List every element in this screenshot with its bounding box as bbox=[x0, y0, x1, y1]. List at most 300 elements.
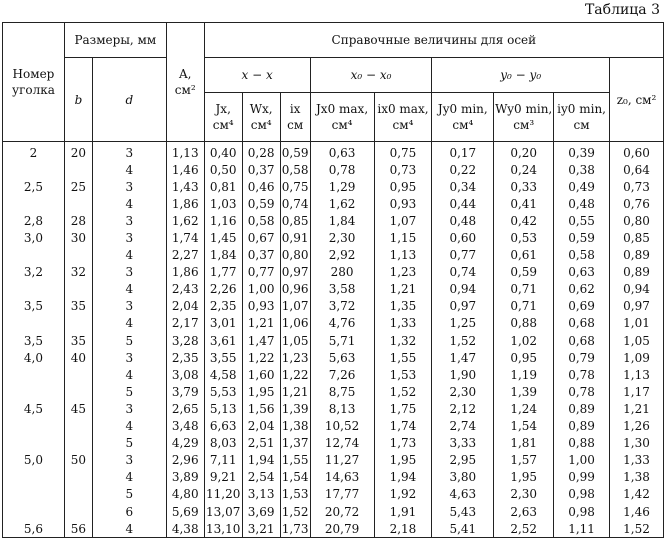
header-jy0min: Jy0 min, см⁴ bbox=[432, 93, 494, 142]
table-cell: 1,00 bbox=[242, 281, 280, 298]
table-cell bbox=[3, 161, 65, 178]
table-cell: 1,01 bbox=[610, 315, 664, 332]
table-cell: 56 bbox=[64, 520, 92, 538]
table-row bbox=[3, 264, 664, 281]
table-cell: 0,80 bbox=[281, 248, 309, 263]
table-cell: 1,00 bbox=[554, 452, 610, 469]
table-cell: 3,58 bbox=[310, 281, 374, 298]
table-row bbox=[3, 418, 664, 435]
table-cell: 1,30 bbox=[610, 435, 664, 452]
table-row bbox=[3, 503, 664, 520]
table-cell: 1,35 bbox=[374, 298, 432, 315]
table-cell: 8,03 bbox=[204, 435, 242, 452]
table-cell: 1,52 bbox=[281, 504, 309, 519]
table-cell bbox=[64, 383, 92, 400]
table-cell: 5,53 bbox=[204, 383, 242, 400]
table-cell: 10,52 bbox=[310, 418, 374, 435]
table-cell bbox=[64, 161, 92, 178]
table-cell: 4,5 bbox=[3, 400, 65, 417]
table-cell bbox=[64, 469, 92, 486]
table-cell: 0,71 bbox=[494, 298, 554, 315]
table-cell: 0,62 bbox=[554, 281, 610, 298]
table-cell: 1,95 bbox=[242, 383, 280, 400]
table-cell: 0,38 bbox=[554, 161, 610, 178]
header-wy0min: Wy0 min, см³ bbox=[494, 93, 554, 142]
table-cell bbox=[3, 366, 65, 383]
table-cell: 2,92 bbox=[310, 247, 374, 264]
table-cell: 1,22 bbox=[281, 367, 309, 382]
table-cell: 5 bbox=[92, 332, 166, 349]
table-row bbox=[3, 520, 664, 538]
table-cell: 3,79 bbox=[166, 383, 204, 400]
table-cell: 1,33 bbox=[610, 452, 664, 469]
table-cell: 0,98 bbox=[554, 503, 610, 520]
table-cell: 0,67 bbox=[242, 229, 280, 246]
table-cell: 0,78 bbox=[554, 366, 610, 383]
table-cell bbox=[3, 503, 65, 520]
table-cell: 0,97 bbox=[281, 265, 309, 280]
table-cell: 2,27 bbox=[166, 247, 204, 264]
table-cell: 0,58 bbox=[242, 212, 280, 229]
table-row bbox=[3, 383, 664, 400]
table-cell: 1,19 bbox=[494, 366, 554, 383]
table-cell: 1,21 bbox=[281, 384, 309, 399]
table-cell: 1,13 bbox=[610, 366, 664, 383]
table-cell: 2,30 bbox=[494, 486, 554, 503]
table-row bbox=[3, 332, 664, 349]
table-cell: 13,07 bbox=[206, 504, 241, 519]
table-cell: 0,88 bbox=[494, 315, 554, 332]
table-cell: 0,88 bbox=[554, 435, 610, 452]
table-cell: 0,89 bbox=[554, 418, 610, 435]
table-cell: 4,63 bbox=[432, 486, 494, 503]
table-cell: 5,41 bbox=[432, 520, 494, 538]
table-cell: 3 bbox=[92, 212, 166, 229]
table-cell: 1,77 bbox=[204, 264, 242, 281]
table-cell: 1,37 bbox=[281, 436, 309, 451]
table-row bbox=[3, 486, 664, 503]
table-cell: 3,13 bbox=[242, 486, 280, 503]
table-cell: 1,39 bbox=[494, 383, 554, 400]
table-cell: 1,53 bbox=[374, 366, 432, 383]
table-cell: 2,35 bbox=[204, 298, 242, 315]
table-cell: 0,41 bbox=[494, 195, 554, 212]
table-cell: 3,08 bbox=[166, 366, 204, 383]
table-cell: 1,52 bbox=[432, 332, 494, 349]
table-cell: 0,78 bbox=[554, 383, 610, 400]
table-cell: 1,54 bbox=[494, 418, 554, 435]
table-row bbox=[3, 212, 664, 229]
header-jx0max: Jx0 max, см⁴ bbox=[310, 93, 374, 142]
table-cell: 30 bbox=[64, 229, 92, 246]
table-cell: 0,39 bbox=[554, 142, 610, 162]
header-b: b bbox=[64, 58, 92, 142]
table-cell: 4 bbox=[92, 366, 166, 383]
table-cell: 0,94 bbox=[432, 281, 494, 298]
table-cell: 2,17 bbox=[166, 315, 204, 332]
table-cell: 1,05 bbox=[610, 332, 664, 349]
table-cell: 3,5 bbox=[3, 298, 65, 315]
table-cell: 2,30 bbox=[310, 229, 374, 246]
table-cell: 3,2 bbox=[3, 264, 65, 281]
table-cell: 0,55 bbox=[554, 212, 610, 229]
table-cell: 4,0 bbox=[3, 349, 65, 366]
table-cell: 2,8 bbox=[3, 212, 65, 229]
table-cell: 1,21 bbox=[374, 281, 432, 298]
table-cell: 0,60 bbox=[610, 142, 664, 162]
header-area: A, см² bbox=[166, 23, 204, 142]
table-cell: 1,55 bbox=[281, 453, 309, 468]
table-cell: 0,63 bbox=[310, 142, 374, 162]
table-cell: 1,32 bbox=[374, 332, 432, 349]
table-cell: 2,43 bbox=[166, 281, 204, 298]
table-cell: 0,24 bbox=[494, 161, 554, 178]
table-cell: 0,73 bbox=[610, 178, 664, 195]
table-cell: 1,43 bbox=[166, 178, 204, 195]
table-cell: 2,63 bbox=[494, 503, 554, 520]
table-cell: 3 bbox=[92, 452, 166, 469]
table-cell: 3 bbox=[92, 400, 166, 417]
table-cell: 1,74 bbox=[166, 229, 204, 246]
table-cell: 1,07 bbox=[374, 212, 432, 229]
table-row bbox=[3, 315, 664, 332]
table-cell: 4,29 bbox=[166, 435, 204, 452]
table-cell: 1,73 bbox=[374, 435, 432, 452]
table-cell: 1,62 bbox=[310, 195, 374, 212]
table-cell: 5 bbox=[92, 383, 166, 400]
table-cell: 1,55 bbox=[374, 349, 432, 366]
table-cell: 3 bbox=[92, 178, 166, 195]
table-cell: 45 bbox=[64, 400, 92, 417]
table-cell: 9,21 bbox=[204, 469, 242, 486]
header-ix0max: ix0 max, см⁴ bbox=[374, 93, 432, 142]
table-cell: 3,0 bbox=[3, 229, 65, 246]
table-cell: 1,46 bbox=[166, 161, 204, 178]
table-row bbox=[3, 142, 664, 162]
table-cell: 25 bbox=[64, 178, 92, 195]
table-cell: 0,78 bbox=[310, 161, 374, 178]
table-title: Таблица 3 bbox=[584, 2, 660, 18]
table-cell: 5,71 bbox=[310, 332, 374, 349]
table-cell: 0,93 bbox=[242, 298, 280, 315]
header-ix: ix см bbox=[280, 93, 310, 142]
table-cell: 1,94 bbox=[242, 452, 280, 469]
table-cell: 1,52 bbox=[610, 520, 664, 538]
table-cell bbox=[3, 435, 65, 452]
table-cell: 4 bbox=[92, 281, 166, 298]
table-cell: 1,06 bbox=[281, 316, 309, 331]
table-cell: 2 bbox=[3, 142, 65, 162]
table-cell: 0,97 bbox=[432, 298, 494, 315]
table-cell: 2,65 bbox=[166, 400, 204, 417]
table-cell: 0,68 bbox=[554, 332, 610, 349]
table-row bbox=[3, 452, 664, 469]
table-cell: 2,54 bbox=[242, 469, 280, 486]
table-cell bbox=[64, 418, 92, 435]
table-cell bbox=[3, 383, 65, 400]
header-axis-x: x − x bbox=[204, 58, 310, 93]
table-cell: 0,85 bbox=[610, 229, 664, 246]
table-cell: 4 bbox=[92, 247, 166, 264]
table-cell: 20,72 bbox=[310, 503, 374, 520]
table-cell: 4,80 bbox=[166, 486, 204, 503]
table-cell: 0,61 bbox=[494, 247, 554, 264]
table-cell: 20,79 bbox=[310, 520, 374, 538]
table-cell: 2,26 bbox=[204, 281, 242, 298]
table-cell: 1,94 bbox=[374, 469, 432, 486]
table-cell: 1,21 bbox=[242, 315, 280, 332]
table-cell: 0,89 bbox=[610, 247, 664, 264]
table-cell: 1,84 bbox=[310, 212, 374, 229]
table-cell: 0,76 bbox=[610, 195, 664, 212]
table-cell: 6 bbox=[92, 503, 166, 520]
table-cell: 1,22 bbox=[242, 349, 280, 366]
header-number: Номер уголка bbox=[3, 23, 65, 142]
table-cell: 0,95 bbox=[374, 178, 432, 195]
table-cell: 0,37 bbox=[242, 247, 280, 264]
table-cell: 1,57 bbox=[494, 452, 554, 469]
header-d: d bbox=[92, 58, 166, 142]
table-cell: 1,13 bbox=[374, 247, 432, 264]
table-cell: 0,46 bbox=[242, 178, 280, 195]
table-cell: 4 bbox=[92, 161, 166, 178]
table-cell: 0,48 bbox=[554, 195, 610, 212]
table-cell: 4,58 bbox=[204, 366, 242, 383]
table-row bbox=[3, 435, 664, 452]
table-cell bbox=[64, 503, 92, 520]
table-cell: 0,93 bbox=[374, 195, 432, 212]
table-cell: 0,74 bbox=[432, 264, 494, 281]
table-cell: 0,99 bbox=[554, 469, 610, 486]
table-cell: 2,51 bbox=[242, 435, 280, 452]
table-cell: 2,95 bbox=[432, 452, 494, 469]
table-cell: 1,81 bbox=[494, 435, 554, 452]
table-cell: 1,15 bbox=[374, 229, 432, 246]
table-cell: 0,75 bbox=[374, 142, 432, 162]
table-cell: 0,58 bbox=[554, 247, 610, 264]
table-cell: 1,91 bbox=[374, 503, 432, 520]
table-cell: 0,20 bbox=[494, 142, 554, 162]
table-cell: 3 bbox=[92, 229, 166, 246]
header-jx: Jx, см⁴ bbox=[204, 93, 242, 142]
table-cell: 0,42 bbox=[494, 212, 554, 229]
table-row bbox=[3, 229, 664, 246]
table-body bbox=[3, 142, 664, 538]
table-cell: 0,33 bbox=[494, 178, 554, 195]
header-reference: Справочные величины для осей bbox=[204, 23, 663, 58]
table-cell: 8,13 bbox=[310, 400, 374, 417]
table-cell: 13,10 bbox=[204, 520, 242, 538]
table-cell: 5 bbox=[92, 486, 166, 503]
table-cell bbox=[64, 315, 92, 332]
table-cell: 4,38 bbox=[166, 520, 204, 538]
table-cell bbox=[3, 247, 65, 264]
table-cell: 6,63 bbox=[204, 418, 242, 435]
table-cell: 1,95 bbox=[494, 469, 554, 486]
table-cell: 0,89 bbox=[610, 264, 664, 281]
table-cell: 1,05 bbox=[281, 333, 309, 348]
table-cell: 1,84 bbox=[204, 247, 242, 264]
table-cell: 35 bbox=[64, 332, 92, 349]
header-z0: z₀, см² bbox=[610, 58, 664, 142]
table-cell: 3 bbox=[92, 349, 166, 366]
table-cell bbox=[64, 435, 92, 452]
table-cell: 0,59 bbox=[242, 195, 280, 212]
table-cell: 32 bbox=[64, 264, 92, 281]
table-cell bbox=[64, 281, 92, 298]
table-cell: 1,46 bbox=[610, 503, 664, 520]
table-cell: 2,04 bbox=[166, 298, 204, 315]
table-cell: 0,40 bbox=[204, 142, 242, 162]
table-cell: 4 bbox=[92, 315, 166, 332]
table-cell: 1,07 bbox=[281, 299, 309, 314]
table-cell: 1,38 bbox=[610, 469, 664, 486]
table-cell: 1,86 bbox=[166, 195, 204, 212]
table-cell: 1,62 bbox=[166, 212, 204, 229]
table-cell: 40 bbox=[64, 349, 92, 366]
table-cell: 1,39 bbox=[281, 401, 309, 416]
table-row bbox=[3, 366, 664, 383]
table-cell bbox=[3, 486, 65, 503]
table-cell: 3,61 bbox=[204, 332, 242, 349]
table-cell: 0,96 bbox=[281, 282, 309, 297]
table-cell: 5,69 bbox=[166, 503, 204, 520]
table-cell: 2,18 bbox=[374, 520, 432, 538]
table-cell: 2,35 bbox=[166, 349, 204, 366]
table-cell: 5,13 bbox=[204, 400, 242, 417]
header-wx: Wx, см⁴ bbox=[242, 93, 280, 142]
table-cell: 1,56 bbox=[242, 400, 280, 417]
table-cell: 0,69 bbox=[554, 298, 610, 315]
table-cell: 1,52 bbox=[374, 383, 432, 400]
table-cell: 3,89 bbox=[166, 469, 204, 486]
table-cell bbox=[3, 418, 65, 435]
table-cell: 0,53 bbox=[494, 229, 554, 246]
table-cell: 1,53 bbox=[281, 487, 309, 502]
table-cell: 5,6 bbox=[3, 520, 65, 538]
table-cell: 0,49 bbox=[554, 178, 610, 195]
table-cell: 0,81 bbox=[204, 178, 242, 195]
table-row bbox=[3, 349, 664, 366]
table-cell: 1,23 bbox=[281, 350, 309, 365]
table-cell: 0,37 bbox=[242, 161, 280, 178]
table-cell: 1,92 bbox=[374, 486, 432, 503]
table-cell: 3,72 bbox=[310, 298, 374, 315]
table-cell: 0,64 bbox=[610, 161, 664, 178]
table-cell bbox=[3, 469, 65, 486]
table-cell: 0,77 bbox=[432, 247, 494, 264]
table-cell: 1,95 bbox=[374, 452, 432, 469]
table-cell: 280 bbox=[310, 264, 374, 281]
table-cell: 1,21 bbox=[610, 400, 664, 417]
header-iy0min: iy0 min, см bbox=[554, 93, 610, 142]
table-cell: 0,77 bbox=[242, 264, 280, 281]
header-axis-y0: y₀ − y₀ bbox=[432, 58, 610, 93]
table-cell: 0,22 bbox=[432, 161, 494, 178]
table-cell: 1,16 bbox=[204, 212, 242, 229]
table-cell: 3,48 bbox=[166, 418, 204, 435]
table-cell: 5,63 bbox=[310, 349, 374, 366]
table-row bbox=[3, 298, 664, 315]
table-cell: 1,73 bbox=[280, 520, 310, 538]
table-cell: 0,44 bbox=[432, 195, 494, 212]
table-cell: 0,91 bbox=[281, 231, 309, 246]
table-cell bbox=[64, 486, 92, 503]
table-row bbox=[3, 281, 664, 298]
table-cell: 0,95 bbox=[494, 349, 554, 366]
table-cell: 5,0 bbox=[3, 452, 65, 469]
table-cell: 4,76 bbox=[310, 315, 374, 332]
table-cell: 1,38 bbox=[281, 419, 309, 434]
table-cell: 0,58 bbox=[281, 162, 309, 177]
table-cell: 1,47 bbox=[242, 332, 280, 349]
table-cell: 3,28 bbox=[166, 332, 204, 349]
table-cell: 17,77 bbox=[310, 486, 374, 503]
table-cell: 2,74 bbox=[432, 418, 494, 435]
table-cell bbox=[64, 366, 92, 383]
table-cell: 0,85 bbox=[281, 213, 309, 228]
table-cell: 1,86 bbox=[166, 264, 204, 281]
header-axis-x0: x₀ − x₀ bbox=[310, 58, 432, 93]
table-cell: 0,59 bbox=[494, 264, 554, 281]
table-cell: 3 bbox=[92, 264, 166, 281]
table-cell: 0,73 bbox=[374, 161, 432, 178]
table-cell: 0,74 bbox=[281, 196, 309, 211]
table-row bbox=[3, 247, 664, 264]
table-cell bbox=[3, 281, 65, 298]
table-cell: 0,34 bbox=[432, 178, 494, 195]
table-row bbox=[3, 469, 664, 486]
table-cell: 1,29 bbox=[310, 178, 374, 195]
table-cell: 1,25 bbox=[432, 315, 494, 332]
table-cell bbox=[3, 195, 65, 212]
table-cell bbox=[3, 315, 65, 332]
table-cell bbox=[64, 247, 92, 264]
table-cell: 0,28 bbox=[242, 142, 280, 162]
table-cell: 0,59 bbox=[554, 229, 610, 246]
table-cell: 0,97 bbox=[610, 298, 664, 315]
table-cell: 0,63 bbox=[554, 264, 610, 281]
table-cell: 1,75 bbox=[374, 400, 432, 417]
table-cell: 3,69 bbox=[242, 503, 280, 520]
angle-properties-table bbox=[2, 22, 664, 538]
table-cell: 3,80 bbox=[432, 469, 494, 486]
table-cell: 4 bbox=[92, 195, 166, 212]
table-row bbox=[3, 178, 664, 195]
table-cell: 1,02 bbox=[494, 332, 554, 349]
table-cell: 0,80 bbox=[610, 212, 664, 229]
table-cell: 0,98 bbox=[554, 486, 610, 503]
table-cell: 2,12 bbox=[432, 400, 494, 417]
table-cell: 28 bbox=[64, 212, 92, 229]
table-cell: 2,96 bbox=[166, 452, 204, 469]
table-cell: 0,68 bbox=[554, 315, 610, 332]
table-cell: 11,27 bbox=[310, 452, 374, 469]
table-cell: 0,94 bbox=[610, 281, 664, 298]
table-cell: 0,71 bbox=[494, 281, 554, 298]
table-cell: 2,5 bbox=[3, 178, 65, 195]
table-cell: 1,11 bbox=[554, 520, 610, 538]
table-cell: 1,42 bbox=[610, 486, 664, 503]
table-cell: 2,52 bbox=[494, 520, 554, 538]
table-cell: 1,26 bbox=[610, 418, 664, 435]
table-cell: 12,74 bbox=[310, 435, 374, 452]
table-cell: 8,75 bbox=[310, 383, 374, 400]
table-cell: 1,24 bbox=[494, 400, 554, 417]
header-sizes: Размеры, мм bbox=[64, 23, 166, 58]
table-cell: 3,33 bbox=[432, 435, 494, 452]
table-cell: 2,30 bbox=[432, 383, 494, 400]
